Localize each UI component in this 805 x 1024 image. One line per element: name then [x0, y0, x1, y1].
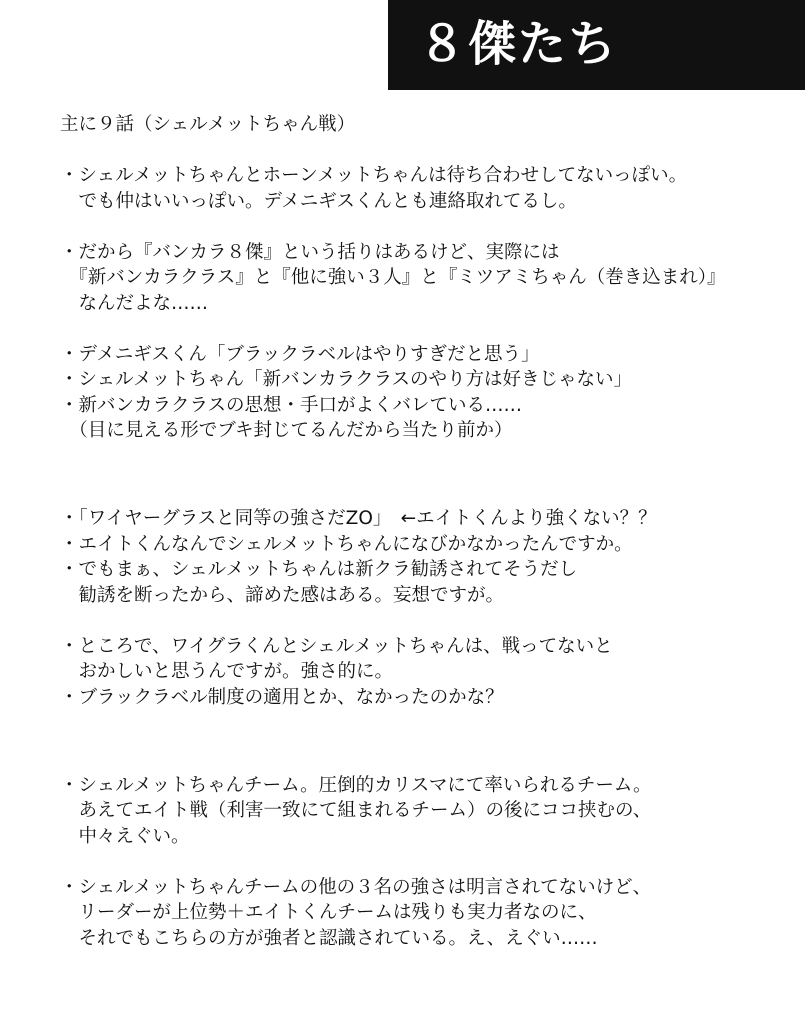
section-gap — [60, 444, 800, 481]
text-line: ・だから『バンカラ８傑』という括りはあるけど、実際には — [60, 241, 560, 263]
text-line: リーダーが上位勢＋エイトくんチームは残りも実力者なのに、 — [60, 902, 597, 923]
text-line: ・デメニギスくん「ブラックラベルはやりすぎだと思う」 — [60, 343, 540, 365]
section-gap — [60, 710, 800, 747]
paragraph-gap — [60, 608, 800, 634]
text-line: なんだよな…… — [60, 292, 209, 314]
paragraph-gap — [60, 214, 800, 240]
text-line: ・エイトくんなんでシェルメットちゃんになびかなかったんですか。 — [60, 533, 633, 555]
title-banner — [388, 0, 805, 90]
text-line: 『新バンカラクラス』と『他に強い３人』と『ミツアミちゃん（巻き込まれ）』 — [60, 267, 726, 288]
text-line: （目に見える形でブキ封じてるんだから当たり前か） — [60, 420, 513, 441]
text-line: ・でもまぁ、シェルメットちゃんは新クラ勧誘されてそうだし — [60, 559, 578, 580]
paragraph-gap — [60, 747, 800, 773]
text-line: 勧誘を断ったから、諦めた感はある。妄想ですが。 — [60, 584, 505, 606]
page-title: ８傑たち — [418, 16, 619, 72]
text-line: ・シェルメットちゃん「新バンカラクラスのやり方は好きじゃない」 — [60, 369, 633, 390]
text-line: あえてエイト戦（利害一致にて組まれるチーム）の後にココ挟むの、 — [60, 800, 652, 821]
text-line: ・シェルメットちゃんチーム。圧倒的カリスマにて率いられるチーム。 — [60, 774, 652, 796]
text-line: ・シェルメットちゃんチームの他の３名の強さは明言されてないけど、 — [60, 876, 652, 898]
paragraph-gap — [60, 481, 800, 507]
text-line: ・シェルメットちゃんとホーンメットちゃんは待ち合わせしてないっぽい。 — [60, 165, 688, 186]
text-line: おかしいと思うんですが。強さ的に。 — [60, 661, 394, 682]
text-line: ・「ワイヤーグラスと同等の強さだZO」 ←エイトくんより強くない？？ — [60, 508, 657, 529]
paragraph-gap — [60, 316, 800, 342]
document-body — [60, 112, 800, 951]
text-line: ・新バンカラクラスの思想・手口がよくバレている…… — [60, 394, 522, 416]
paragraph-gap — [60, 849, 800, 875]
text-line: それでもこちらの方が強者と認識されている。え、えぐい…… — [60, 927, 598, 949]
text-line: 中々えぐい。 — [60, 825, 190, 847]
paragraph-gap — [60, 138, 800, 164]
text-line: ・ところで、ワイグラくんとシェルメットちゃんは、戦ってないと — [60, 635, 613, 657]
text-line: ・ブラックラベル制度の適用とか、なかったのかな？ — [60, 686, 504, 708]
text-line: でも仲はいいっぽい。デメニギスくんとも連絡取れてるし。 — [60, 190, 577, 212]
text-line: 主に９話（シェルメットちゃん戦） — [60, 114, 356, 135]
